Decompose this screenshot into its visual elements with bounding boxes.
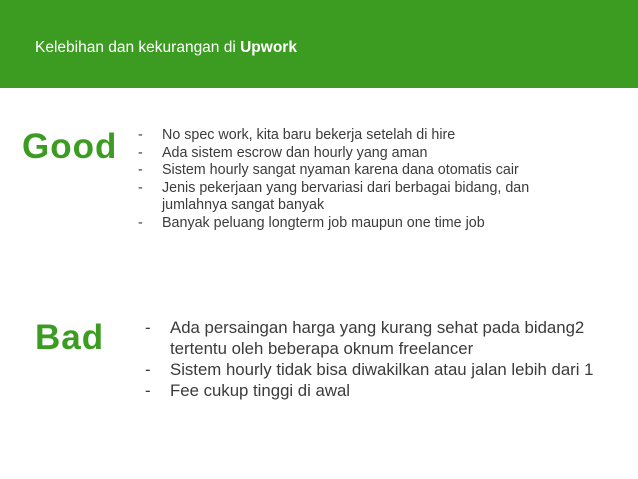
title-prefix: Kelebihan dan kekurangan di	[35, 39, 241, 56]
title-bar	[0, 0, 638, 88]
good-item: - Sistem hourly sangat nyaman karena dana otomatis cair	[138, 162, 598, 180]
bad-item: - Ada persaingan harga yang kurang sehat pada bidang2 tertentu oleh beberapa oknum freelancer	[145, 317, 595, 359]
good-heading: Good	[22, 127, 118, 166]
bad-item: - Sistem hourly tidak bisa diwakilkan atau jalan lebih dari 1	[145, 359, 595, 380]
good-list	[138, 127, 598, 232]
bad-item: - Fee cukup tinggi di awal	[145, 380, 595, 401]
bad-heading: Bad	[35, 318, 105, 357]
slide-title	[35, 38, 297, 58]
bad-list	[145, 317, 595, 401]
good-item: - No spec work, kita baru bekerja setelah di hire	[138, 127, 598, 145]
good-item: - Jenis pekerjaan yang bervariasi dari berbagai bidang, dan jumlahnya sangat banyak	[138, 180, 598, 215]
title-brand: Upwork	[240, 39, 297, 56]
good-item: - Banyak peluang longterm job maupun one time job	[138, 215, 598, 233]
good-item: - Ada sistem escrow dan hourly yang aman	[138, 145, 598, 163]
